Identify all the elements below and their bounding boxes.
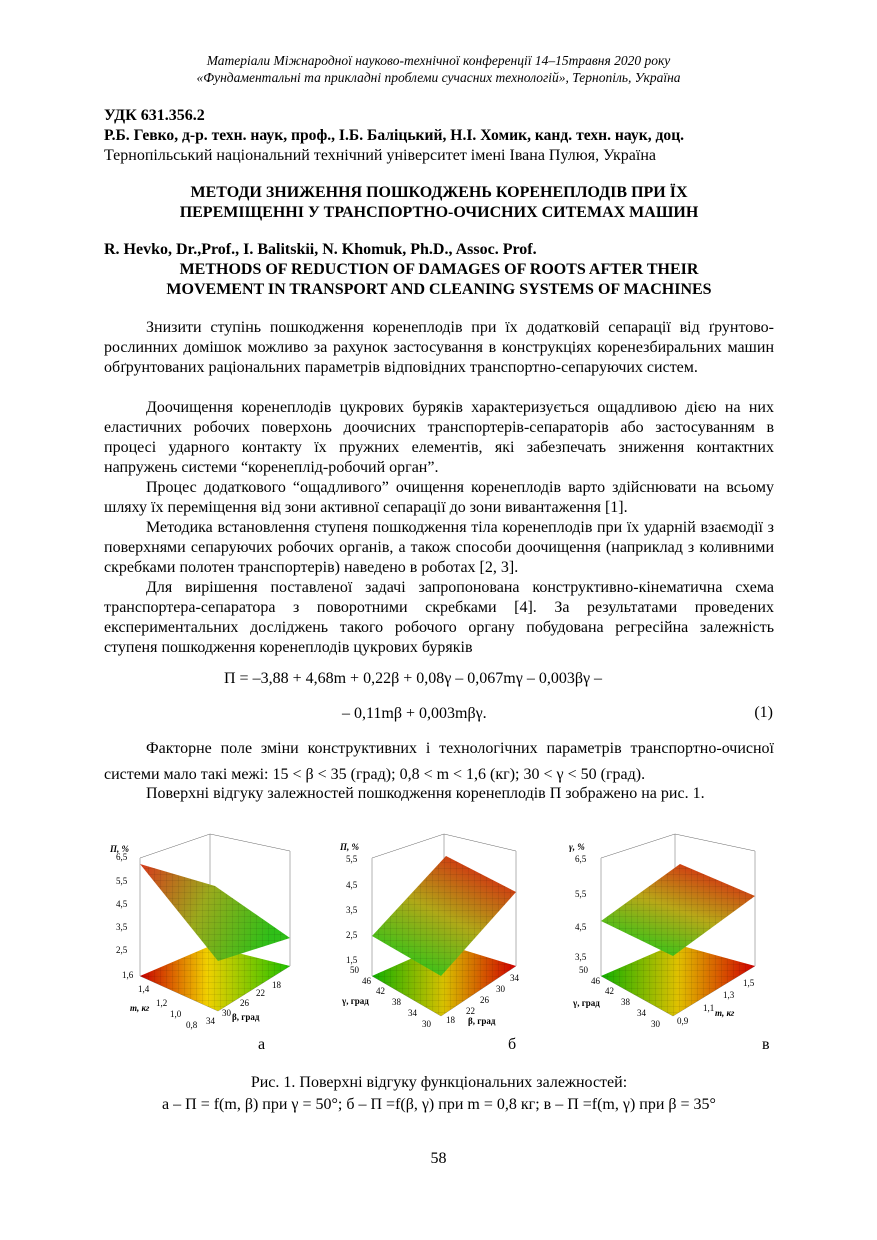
figure-a-right-tick: 34: [206, 1016, 215, 1026]
figure-b-right-tick: 34: [510, 973, 519, 983]
figure-a-z-tick: 4,5: [116, 899, 128, 909]
figure-a-z-tick: 2,5: [116, 945, 128, 955]
figure-c-left-tick: 38: [621, 997, 630, 1007]
authors-en: R. Hevko, Dr.,Prof., I. Balitskii, N. Khomuk, Ph.D., Assoc. Prof.: [104, 241, 537, 258]
figure-b-right-tick: 30: [496, 984, 505, 994]
title-ua-line2: ПЕРЕМІЩЕННІ У ТРАНСПОРТНО-ОЧИСНИХ СИТЕМАХ МАШИН: [179, 204, 699, 221]
figure-b-left-tick: 34: [408, 1008, 417, 1018]
figure-b-left-tick: 50: [350, 965, 359, 975]
paragraph-4: Методика встановлення ступеня пошкодження тіла коренеплодів при їх ударній взаємодії з поверхнями сепаруючих робочих органів, а також способи доочищення (наприклад з коливними скребками полотен транспортерів) наведено в роботах [2, 3].: [104, 519, 774, 576]
figure-c-right-tick: 1,3: [723, 990, 735, 1000]
paragraph-factor-field: Факторне поле зміни конструктивних і технологічних параметрів транспортно-очисної системи мало такі межі: 15 < β < 35 (град); 0,8 < m < 1,6 (кг); 30 < γ < 50 (град).: [104, 740, 774, 783]
figure-a-right-tick: 26: [240, 998, 249, 1008]
figure-a-left-tick: 1,0: [170, 1009, 182, 1019]
paragraph-response-surfaces: Поверхні відгуку залежностей пошкодження коренеплодів П зображено на рис. 1.: [146, 785, 705, 802]
figure-b-surface-plot: [336, 826, 546, 1031]
equation-number: (1): [754, 704, 773, 721]
figure-a-right-tick: 18: [272, 980, 281, 990]
paragraph-2: Доочищення коренеплодів цукрових буряків характеризується ощадливою дією на них еластичних робочих поверхонь доочисних транспортерів-сепараторів або застосуванням в процесі ударного контакту їх пружних елементів, які забезпечать зниження контактних напружень системи “коренеплід-робочий орган”.: [104, 399, 774, 476]
equation-line1: П = –3,88 + 4,68m + 0,22β + 0,08γ – 0,067mγ – 0,003βγ –: [224, 670, 603, 687]
figure-c-right-tick: 1,1: [703, 1003, 715, 1013]
figure-b-right-tick: 26: [480, 995, 489, 1005]
figure-c-right-tick: 1,5: [743, 978, 755, 988]
figure-b-left-label: γ, град: [342, 996, 369, 1006]
figure-c-left-tick: 46: [591, 976, 600, 986]
figure-c-z-tick: 6,5: [575, 854, 587, 864]
figure-c-right-label: m, кг: [715, 1008, 735, 1018]
figure-c-left-tick: 50: [579, 965, 588, 975]
figure-b-left-tick: 30: [422, 1019, 431, 1029]
figure-a-z-tick: 6,5: [116, 852, 128, 862]
paragraph-3: Процес додаткового “ощадливого” очищення коренеплодів варто здійснювати на всьому шляху їх переміщення від зони активної сепарації до зони вивантаження [1].: [104, 479, 774, 516]
figure-c-right-tick: 0,9: [677, 1016, 689, 1026]
figure-a-surface-plot: [100, 826, 310, 1031]
paragraph-1: Знизити ступінь пошкодження коренеплодів при їх додатковій сепарації від ґрунтово-рослинних домішок можливо за рахунок застосування в конструкціях коренезбиральних машин обґрунтованих раціональних параметрів відповідних транспортно-сепаруючих систем.: [104, 319, 774, 376]
figure-b-z-tick: 4,5: [346, 880, 358, 890]
figure-b-left-tick: 42: [376, 986, 385, 996]
figure-c-z-label: γ, %: [569, 842, 585, 852]
figure-a-left-tick: 1,4: [138, 984, 150, 994]
figure-a-left-tick: 1,6: [122, 970, 134, 980]
figure-b-z-tick: 1,5: [346, 955, 358, 965]
figure-a-z-tick: 5,5: [116, 876, 128, 886]
figure-a-z-tick: 3,5: [116, 922, 128, 932]
figure-b-z-tick: 3,5: [346, 905, 358, 915]
figure-a-z-label: П, %: [110, 844, 129, 854]
authors-ua: Р.Б. Гевко, д-р. техн. наук, проф., І.Б. Баліцький, Н.І. Хомик, канд. техн. наук, доц.: [104, 127, 685, 144]
conference-header-line1: Матеріали Міжнародної науково-технічної конференції 14–15травня 2020 року: [206, 53, 671, 68]
figure-c-left-tick: 30: [651, 1019, 660, 1029]
figure-c-left-tick: 34: [637, 1008, 646, 1018]
affiliation: Тернопільський національний технічний університет імені Івана Пулюя, Україна: [104, 147, 656, 164]
figure-caption-line1: Рис. 1. Поверхні відгуку функціональних залежностей:: [250, 1074, 628, 1091]
figure-a-left-label: m, кг: [130, 1003, 150, 1013]
page-number: 58: [430, 1150, 447, 1167]
figure-c-z-tick: 3,5: [575, 952, 587, 962]
figure-a-right-tick: 22: [256, 988, 265, 998]
figure-c-left-tick: 42: [605, 986, 614, 996]
paragraph-5: Для вирішення поставленої задачі запропонована конструктивно-кінематична схема транспортера-сепаратора з поворотними скребками [4]. За результатами проведених експериментальних досліджень такого робочого органу побудована регресійна залежність ступеня пошкодження коренеплодів цукрових буряків: [104, 579, 774, 656]
figure-b-right-tick: 18: [446, 1015, 455, 1025]
figure-c-z-tick: 4,5: [575, 922, 587, 932]
figure-letter-b: б: [508, 1036, 517, 1053]
figure-a-right-tick: 30: [222, 1008, 231, 1018]
figure-b-left-tick: 46: [362, 976, 371, 986]
title-en-line1: METHODS OF REDUCTION OF DAMAGES OF ROOTS AFTER THEIR: [179, 261, 699, 278]
figure-a-right-label: β, град: [232, 1012, 260, 1022]
figure-caption-line2: а – П = f(m, β) при γ = 50°; б – П =f(β, γ) при m = 0,8 кг; в – П =f(m, γ) при β = 35°: [162, 1096, 716, 1113]
title-ua-line1: МЕТОДИ ЗНИЖЕННЯ ПОШКОДЖЕНЬ КОРЕНЕПЛОДІВ ПРИ ЇХ: [190, 184, 688, 201]
figure-b-z-label: П, %: [340, 842, 359, 852]
figure-b-left-tick: 38: [392, 997, 401, 1007]
figure-b-z-tick: 5,5: [346, 854, 358, 864]
figure-c-surface-plot: [565, 826, 777, 1031]
figure-b-right-tick: 22: [466, 1006, 475, 1016]
conference-header-line2: «Фундаментальні та прикладні проблеми сучасних технологій», Тернопіль, Україна: [196, 70, 681, 85]
title-en-line2: MOVEMENT IN TRANSPORT AND CLEANING SYSTEMS OF MACHINES: [166, 281, 712, 298]
figure-letter-c: в: [762, 1036, 770, 1053]
figure-a-left-tick: 0,8: [186, 1020, 198, 1030]
equation-line2: – 0,11mβ + 0,003mβγ.: [342, 705, 487, 722]
figure-a-left-tick: 1,2: [156, 998, 168, 1008]
figure-b-z-tick: 2,5: [346, 930, 358, 940]
figure-letter-a: а: [258, 1036, 266, 1053]
figure-b-right-label: β, град: [468, 1016, 496, 1026]
figure-c-left-label: γ, град: [573, 998, 600, 1008]
udk-code: УДК 631.356.2: [104, 107, 205, 124]
figure-c-z-tick: 5,5: [575, 889, 587, 899]
